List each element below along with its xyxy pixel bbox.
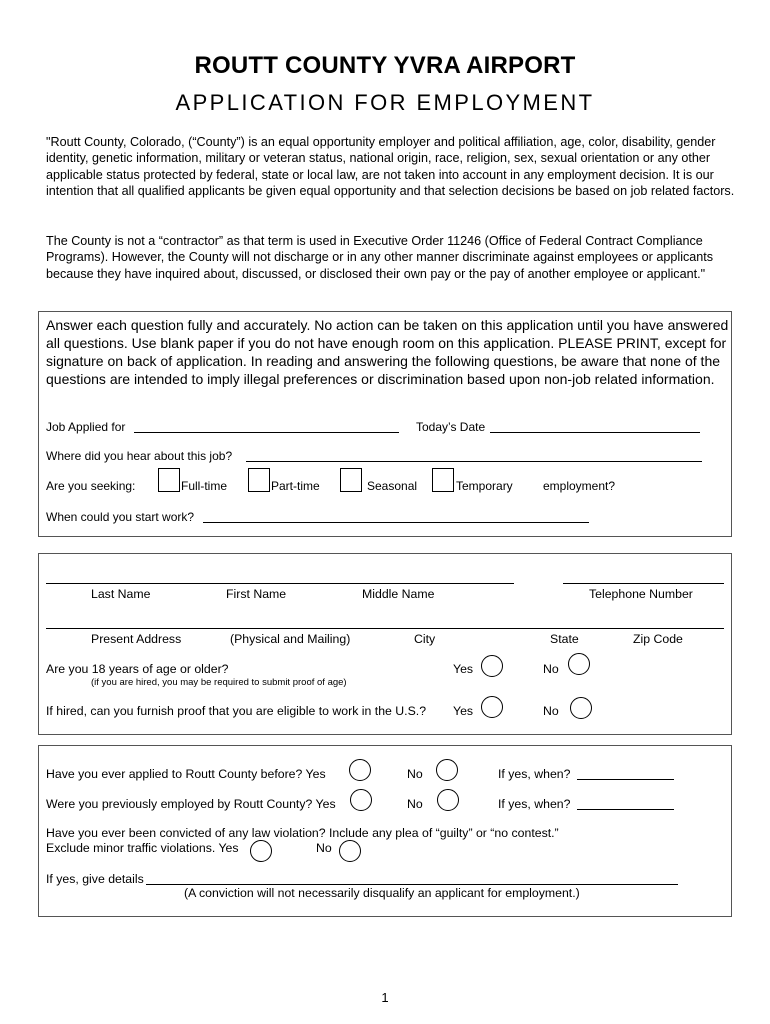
eligibility-question: If hired, can you furnish proof that you are eligible to work in the U.S.? <box>46 704 427 718</box>
employed-when-label: If yes, when? <box>498 797 571 811</box>
temporary-label: Temporary <box>456 479 513 493</box>
eligible-no-label: No <box>543 704 559 718</box>
age-yes-radio[interactable] <box>481 655 503 677</box>
employed-before-question: Were you previously employed by Routt County? Yes <box>46 797 336 811</box>
name-field[interactable] <box>46 583 514 584</box>
part-time-label: Part-time <box>271 479 320 493</box>
applied-no-radio[interactable] <box>436 759 458 781</box>
job-applied-field[interactable] <box>134 432 399 433</box>
employed-when-field[interactable] <box>577 809 674 810</box>
heard-about-label: Where did you hear about this job? <box>46 449 233 463</box>
conviction-disclaimer: (A conviction will not necessarily disqualify an applicant for employment.) <box>184 886 580 900</box>
first-name-label: First Name <box>226 587 287 601</box>
form-subtitle: APPLICATION FOR EMPLOYMENT <box>175 90 595 115</box>
conviction-no-radio[interactable] <box>339 840 361 862</box>
age-no-radio[interactable] <box>568 653 590 675</box>
job-applied-label: Job Applied for <box>46 420 126 434</box>
instructions: Answer each question fully and accurately. No action can be taken on this application until you have answered all questions. Use blank paper if you do not have enough room on this application. PLEASE PRINT, except for signature on back of application. In reading and answering the following questions, be aware that none of the questions are intended to imply illegal preferences or discrimination based upon non-job related information. <box>46 317 729 387</box>
conviction-details-label: If yes, give details <box>46 872 144 886</box>
employment-suffix: employment? <box>543 479 616 493</box>
eligible-yes-label: Yes <box>453 704 474 718</box>
telephone-field[interactable] <box>563 583 724 584</box>
start-work-field[interactable] <box>203 522 589 523</box>
age-note: (if you are hired, you may be required to submit proof of age) <box>91 677 347 688</box>
temporary-checkbox[interactable] <box>432 468 454 492</box>
employed-yes-radio[interactable] <box>350 789 372 811</box>
conviction-yes-radio[interactable] <box>250 840 272 862</box>
seasonal-checkbox[interactable] <box>340 468 362 492</box>
todays-date-label: Today’s Date <box>416 420 486 434</box>
eligible-yes-radio[interactable] <box>481 696 503 718</box>
applied-yes-radio[interactable] <box>349 759 371 781</box>
heard-about-field[interactable] <box>246 461 702 462</box>
page-number: 1 <box>381 990 389 1005</box>
conviction-no-label: No <box>316 841 332 855</box>
full-time-checkbox[interactable] <box>158 468 180 492</box>
present-address-label: Present Address <box>91 632 182 646</box>
eeo-statement: "Routt County, Colorado, (“County”) is an equal opportunity employer and political affiliation, age, color, disability, gender identity, genetic information, military or veteran status, national origin, race, religion, sex, sexual orientation or any other applicable status protected by federal, state or local law, are not taken into account in any employment decision. It is our intention that all qualified applicants be given equal opportunity and that selection decisions be based on job related factors. <box>46 135 735 198</box>
applied-before-question: Have you ever applied to Routt County before? Yes <box>46 767 326 781</box>
age-question: Are you 18 years of age or older? <box>46 662 229 676</box>
part-time-checkbox[interactable] <box>248 468 270 492</box>
applied-when-label: If yes, when? <box>498 767 571 781</box>
city-label: City <box>414 632 436 646</box>
conviction-question: Have you ever been convicted of any law violation? Include any plea of “guilty” or “no contest.” <box>46 826 559 840</box>
zip-label: Zip Code <box>633 632 683 646</box>
seeking-label: Are you seeking: <box>46 479 136 493</box>
address-field[interactable] <box>46 628 724 629</box>
last-name-label: Last Name <box>91 587 151 601</box>
age-yes-label: Yes <box>453 662 474 676</box>
applied-when-field[interactable] <box>577 779 674 780</box>
employed-no-label: No <box>407 797 423 811</box>
todays-date-field[interactable] <box>490 432 700 433</box>
applied-no-label: No <box>407 767 423 781</box>
employed-no-radio[interactable] <box>437 789 459 811</box>
telephone-label: Telephone Number <box>589 587 693 601</box>
middle-name-label: Middle Name <box>362 587 435 601</box>
eligible-no-radio[interactable] <box>570 697 592 719</box>
physical-mailing-label: (Physical and Mailing) <box>230 632 351 646</box>
full-time-label: Full-time <box>181 479 228 493</box>
seasonal-label: Seasonal <box>367 479 418 493</box>
form-title: ROUTT COUNTY YVRA AIRPORT <box>194 52 576 79</box>
state-label: State <box>550 632 579 646</box>
age-no-label: No <box>543 662 559 676</box>
contractor-statement: The County is not a “contractor” as that term is used in Executive Order 11246 (Office of Federal Contract Compliance Programs). However, the County will not discharge or in any other manner discriminate against employees or applicants because they have inquired about, discussed, or disclosed their own pay or the pay of another employee or applicant." <box>46 234 714 281</box>
start-work-label: When could you start work? <box>46 510 195 524</box>
conviction-exclusion: Exclude minor traffic violations. Yes <box>46 841 239 855</box>
conviction-details-field[interactable] <box>146 884 678 885</box>
